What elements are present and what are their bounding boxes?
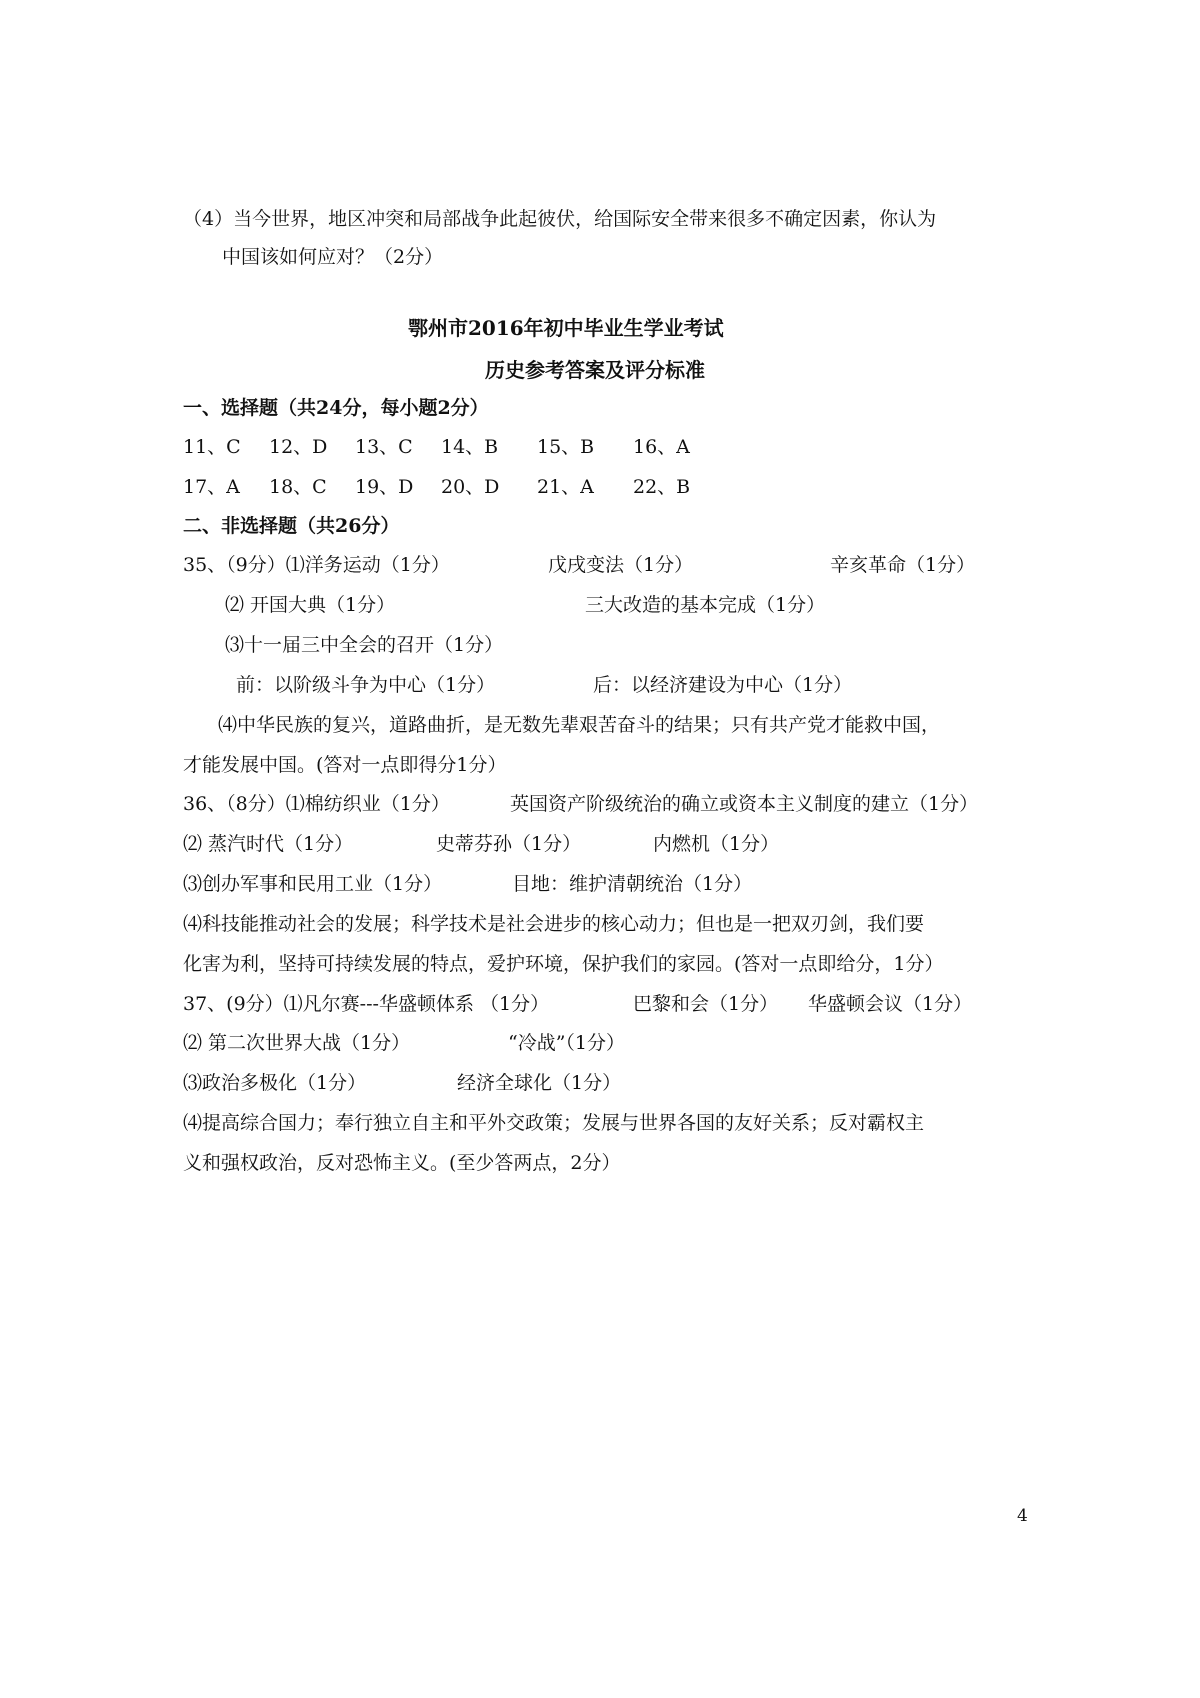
q36-line-5: 化害为利，坚持可持续发展的特点，爱护环境，保护我们的家园。(答对一点即给分，1分） [183, 953, 944, 975]
q37-line-4: ⑷提高综合国力；奉行独立自主和平外交政策；发展与世界各国的友好关系；反对霸权主 [183, 1112, 925, 1134]
q37-line-1b: 巴黎和会（1分） [633, 993, 779, 1015]
q37-line-3b: 经济全球化（1分） [457, 1072, 622, 1094]
q35-line-1c: 辛亥革命（1分） [830, 554, 976, 576]
q35-line-5: ⑷中华民族的复兴，道路曲折，是无数先辈艰苦奋斗的结果；只有共产党才能救中国， [218, 714, 941, 736]
q37-line-5: 义和强权政治，反对恐怖主义。(至少答两点，2分） [183, 1152, 621, 1174]
q35-line-1b: 戊戌变法（1分） [548, 554, 694, 576]
question-4-line-1: （4）当今世界，地区冲突和局部战争此起彼伏，给国际安全带来很多不确定因素，你认为 [183, 208, 937, 230]
page-title: 鄂州市2016年初中毕业生学业考试 [408, 316, 724, 340]
answer-item: 22、B [633, 476, 691, 498]
answer-row-2 [183, 474, 983, 500]
q36-line-4: ⑷科技能推动社会的发展；科学技术是社会进步的核心动力；但也是一把双刃剑，我们要 [183, 913, 925, 935]
section-1-heading: 一、选择题（共24分，每小题2分） [183, 397, 489, 419]
answer-item: 19、D [355, 476, 414, 498]
answer-item: 16、A [633, 436, 690, 458]
q37-line-2b: “冷战”（1分） [508, 1032, 626, 1054]
page-number: 4 [1017, 1506, 1028, 1526]
q35-line-6: 才能发展中国。(答对一点即得分1分） [183, 754, 507, 776]
q36-line-2a: ⑵ 蒸汽时代（1分） [183, 833, 354, 855]
answer-row-1 [183, 434, 983, 460]
answer-item: 14、B [441, 436, 499, 458]
q37-line-3a: ⑶政治多极化（1分） [183, 1072, 367, 1094]
q35-line-1a: 35、（9分）⑴洋务运动（1分） [183, 554, 450, 576]
answer-item: 18、C [269, 476, 327, 498]
q35-line-3: ⑶十一届三中全会的召开（1分） [225, 634, 504, 656]
q35-line-4a: 前：以阶级斗争为中心（1分） [236, 674, 496, 696]
answer-item: 11、C [183, 436, 241, 458]
answer-item: 20、D [441, 476, 500, 498]
answer-item: 21、A [537, 476, 594, 498]
answer-item: 12、D [269, 436, 328, 458]
q35-line-4b: 后：以经济建设为中心（1分） [593, 674, 853, 696]
q36-line-2b: 史蒂芬孙（1分） [436, 833, 582, 855]
answer-item: 17、A [183, 476, 240, 498]
page-subtitle: 历史参考答案及评分标准 [485, 358, 705, 382]
q36-line-1a: 36、（8分）⑴棉纺织业（1分） [183, 793, 450, 815]
q37-line-1c: 华盛顿会议（1分） [808, 993, 973, 1015]
q36-line-1b: 英国资产阶级统治的确立或资本主义制度的建立（1分） [510, 793, 979, 815]
q36-line-3b: 目地：维护清朝统治（1分） [512, 873, 753, 895]
q36-line-3a: ⑶创办军事和民用工业（1分） [183, 873, 443, 895]
q35-line-2a: ⑵ 开国大典（1分） [225, 594, 396, 616]
answer-item: 13、C [355, 436, 413, 458]
question-4-line-2: 中国该如何应对？（2分） [222, 246, 444, 268]
q35-line-2b: 三大改造的基本完成（1分） [585, 594, 826, 616]
answer-item: 15、B [537, 436, 595, 458]
q36-line-2c: 内燃机（1分） [653, 833, 780, 855]
section-2-heading: 二、非选择题（共26分） [183, 515, 400, 537]
q37-line-2a: ⑵ 第二次世界大战（1分） [183, 1032, 411, 1054]
q37-line-1a: 37、(9分）⑴凡尔赛---华盛顿体系 （1分） [183, 993, 550, 1015]
